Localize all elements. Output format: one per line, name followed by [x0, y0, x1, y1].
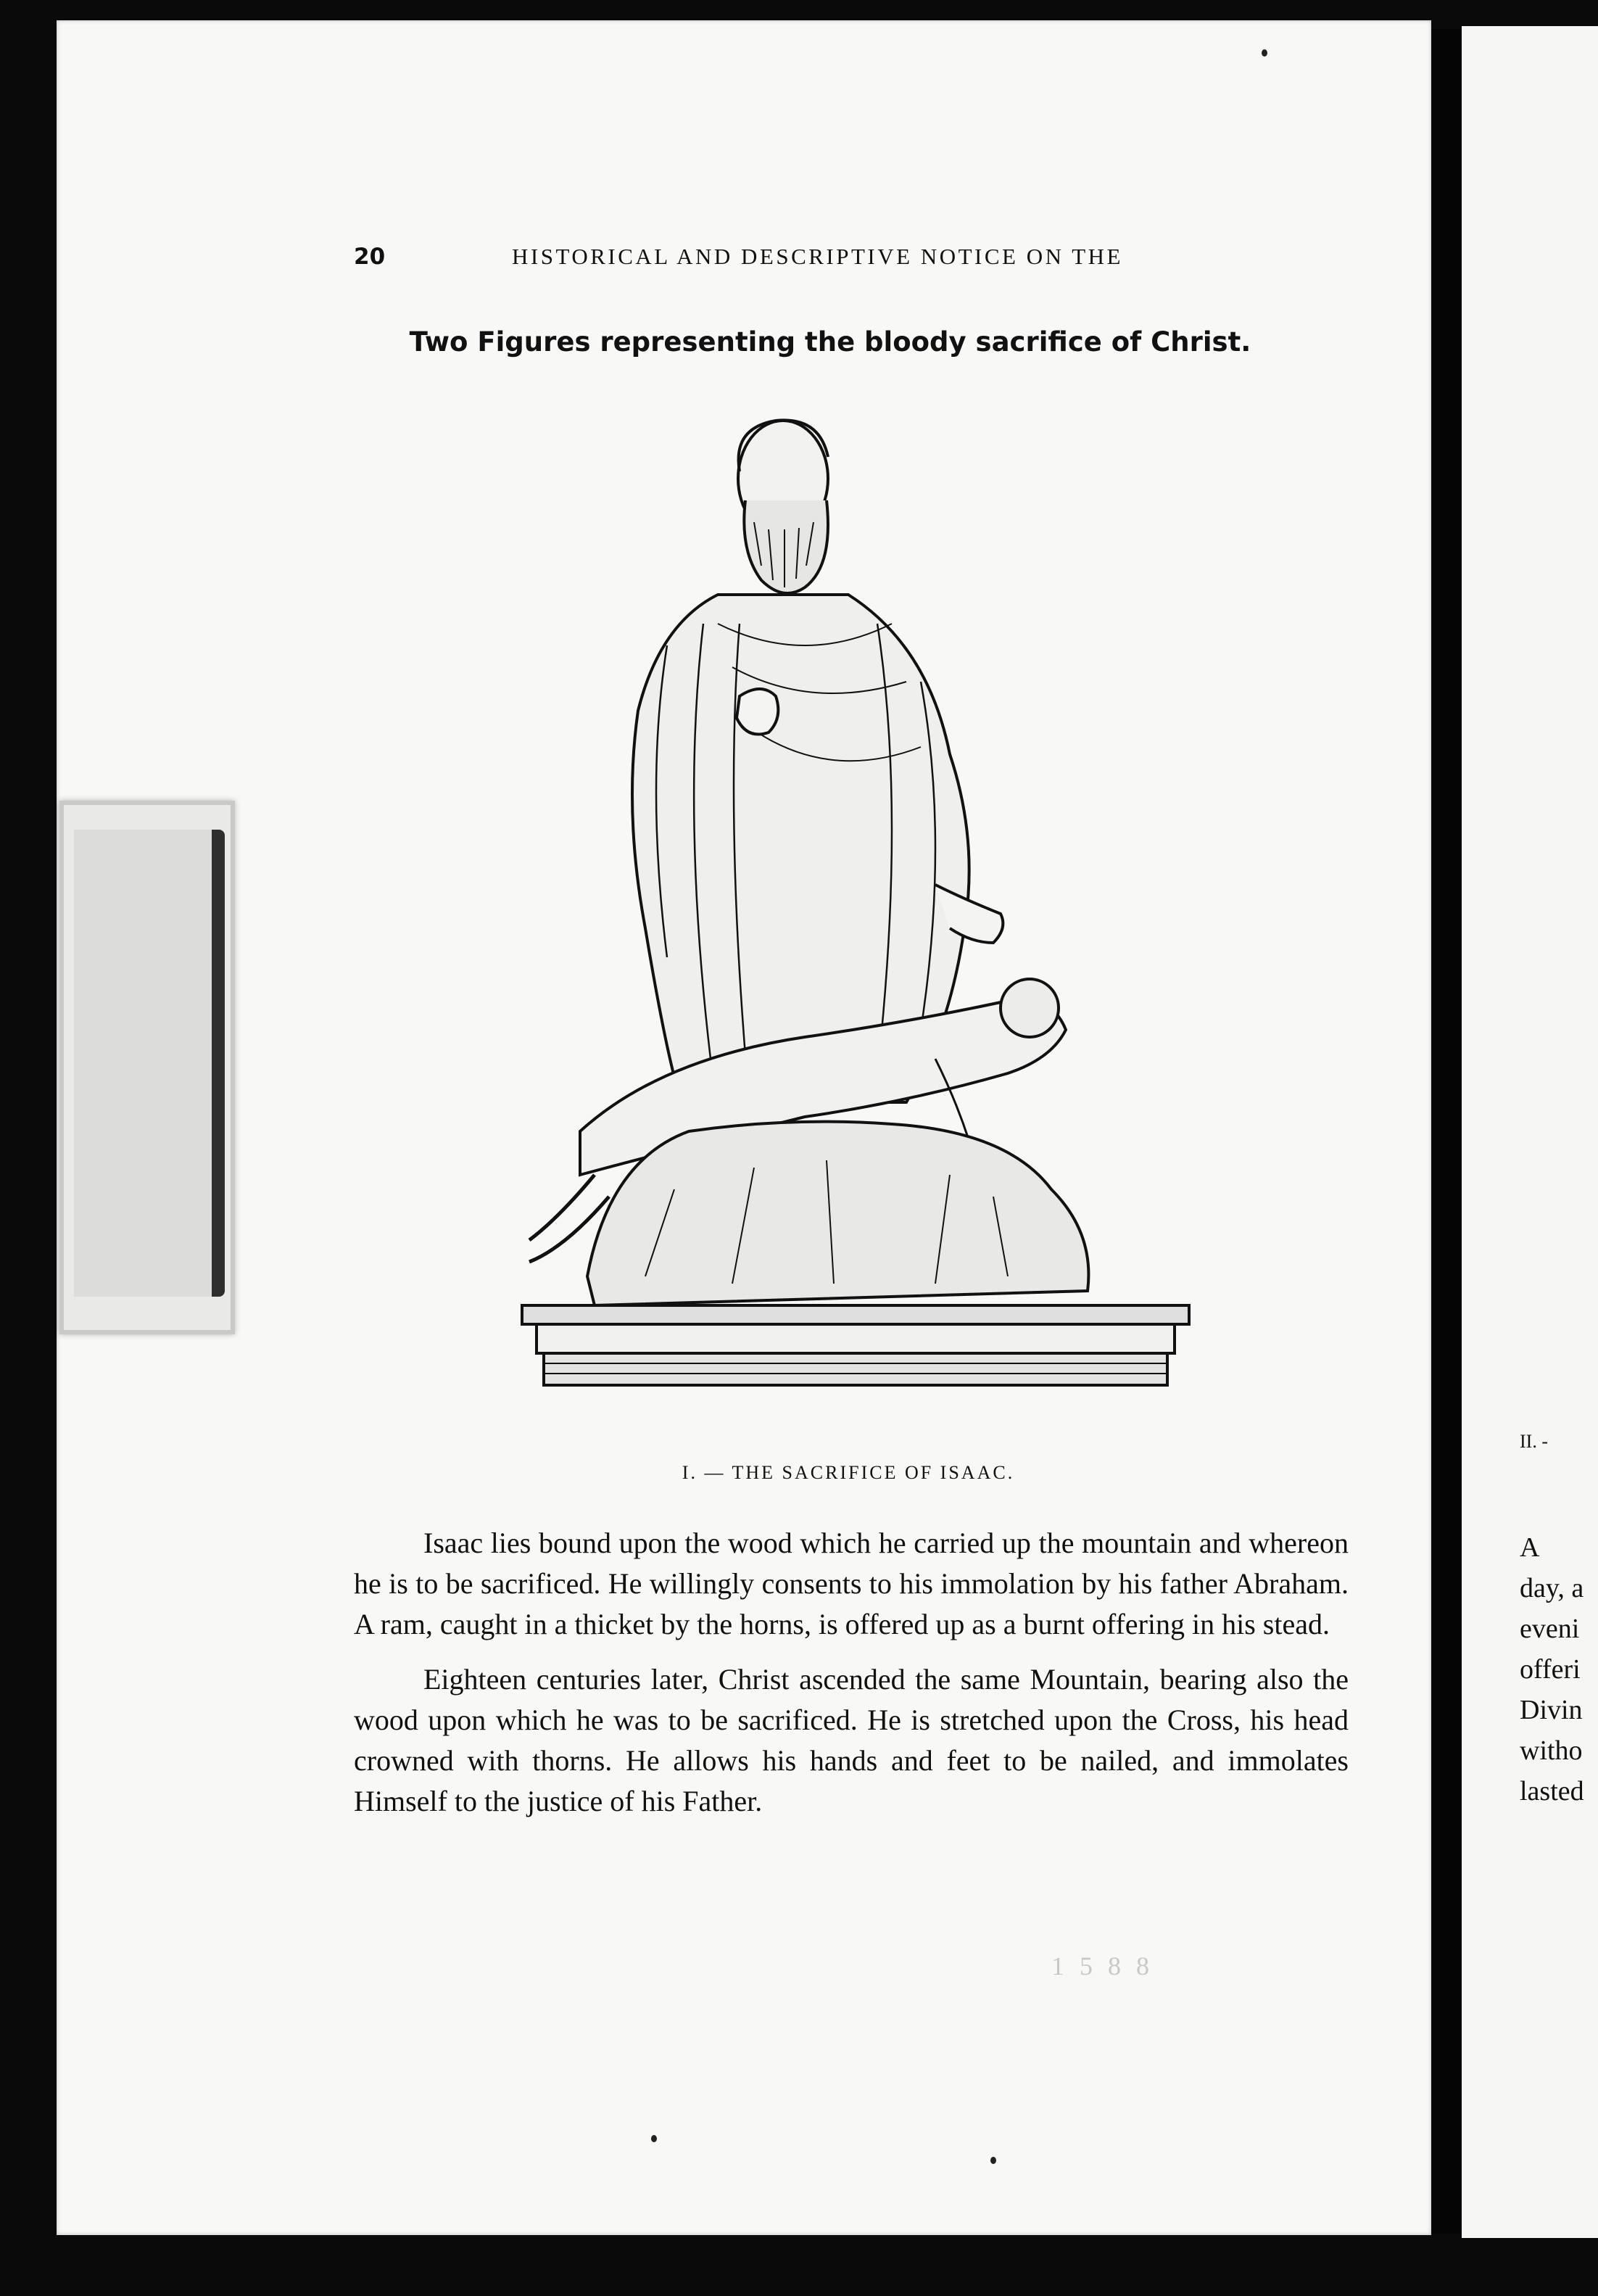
body-text — [354, 1523, 1349, 1836]
bookmark-tab — [59, 801, 235, 1334]
facing-line: witho — [1520, 1735, 1583, 1766]
running-head — [354, 239, 1176, 271]
facing-line: offeri — [1520, 1654, 1581, 1685]
facing-caption-fragment: II. - — [1520, 1431, 1548, 1452]
section-heading: Two Figures representing the bloody sacrifice of Christ. — [409, 326, 1251, 358]
facing-page — [1462, 26, 1598, 2238]
facing-line: eveni — [1520, 1614, 1580, 1644]
speck — [990, 2157, 996, 2164]
book-gutter — [1431, 29, 1462, 2234]
facing-line: A — [1520, 1532, 1540, 1563]
facing-line: day, a — [1520, 1573, 1584, 1603]
facing-line: lasted — [1520, 1776, 1584, 1806]
page-number: 20 — [354, 244, 386, 270]
speck — [651, 2135, 657, 2142]
running-head-title: HISTORICAL AND DESCRIPTIVE NOTICE ON THE — [512, 244, 1123, 269]
abraham-figure — [632, 420, 1003, 1102]
pedestal — [522, 1305, 1189, 1385]
rock-base — [587, 1122, 1088, 1305]
speck — [1262, 49, 1267, 57]
bookmark-inner — [74, 830, 225, 1297]
statue-illustration — [500, 406, 1204, 1450]
figure-caption: I. — THE SACRIFICE OF ISAAC. — [682, 1462, 1015, 1483]
paragraph-2: Eighteen centuries later, Christ ascended the same Mountain, bearing also the wood upon which he was to be sacrificed. He is stretched upon the Cross, his head crowned with thorns. He allows his hands and feet to be nailed, and immolates Himself to the justice of his Father. — [354, 1663, 1349, 1817]
faint-stamp: 1 5 8 8 — [1051, 1952, 1154, 1981]
paragraph-1: Isaac lies bound upon the wood which he carried up the mountain and whereon he is to be sacrificed. He willingly consents to his immolation by his father Abraham. A ram, caught in a thicket by the horns, is offered up as a burnt offering in his stead. — [354, 1527, 1349, 1640]
facing-page-text — [1520, 1421, 1598, 1812]
facing-line: Divin — [1520, 1695, 1583, 1725]
